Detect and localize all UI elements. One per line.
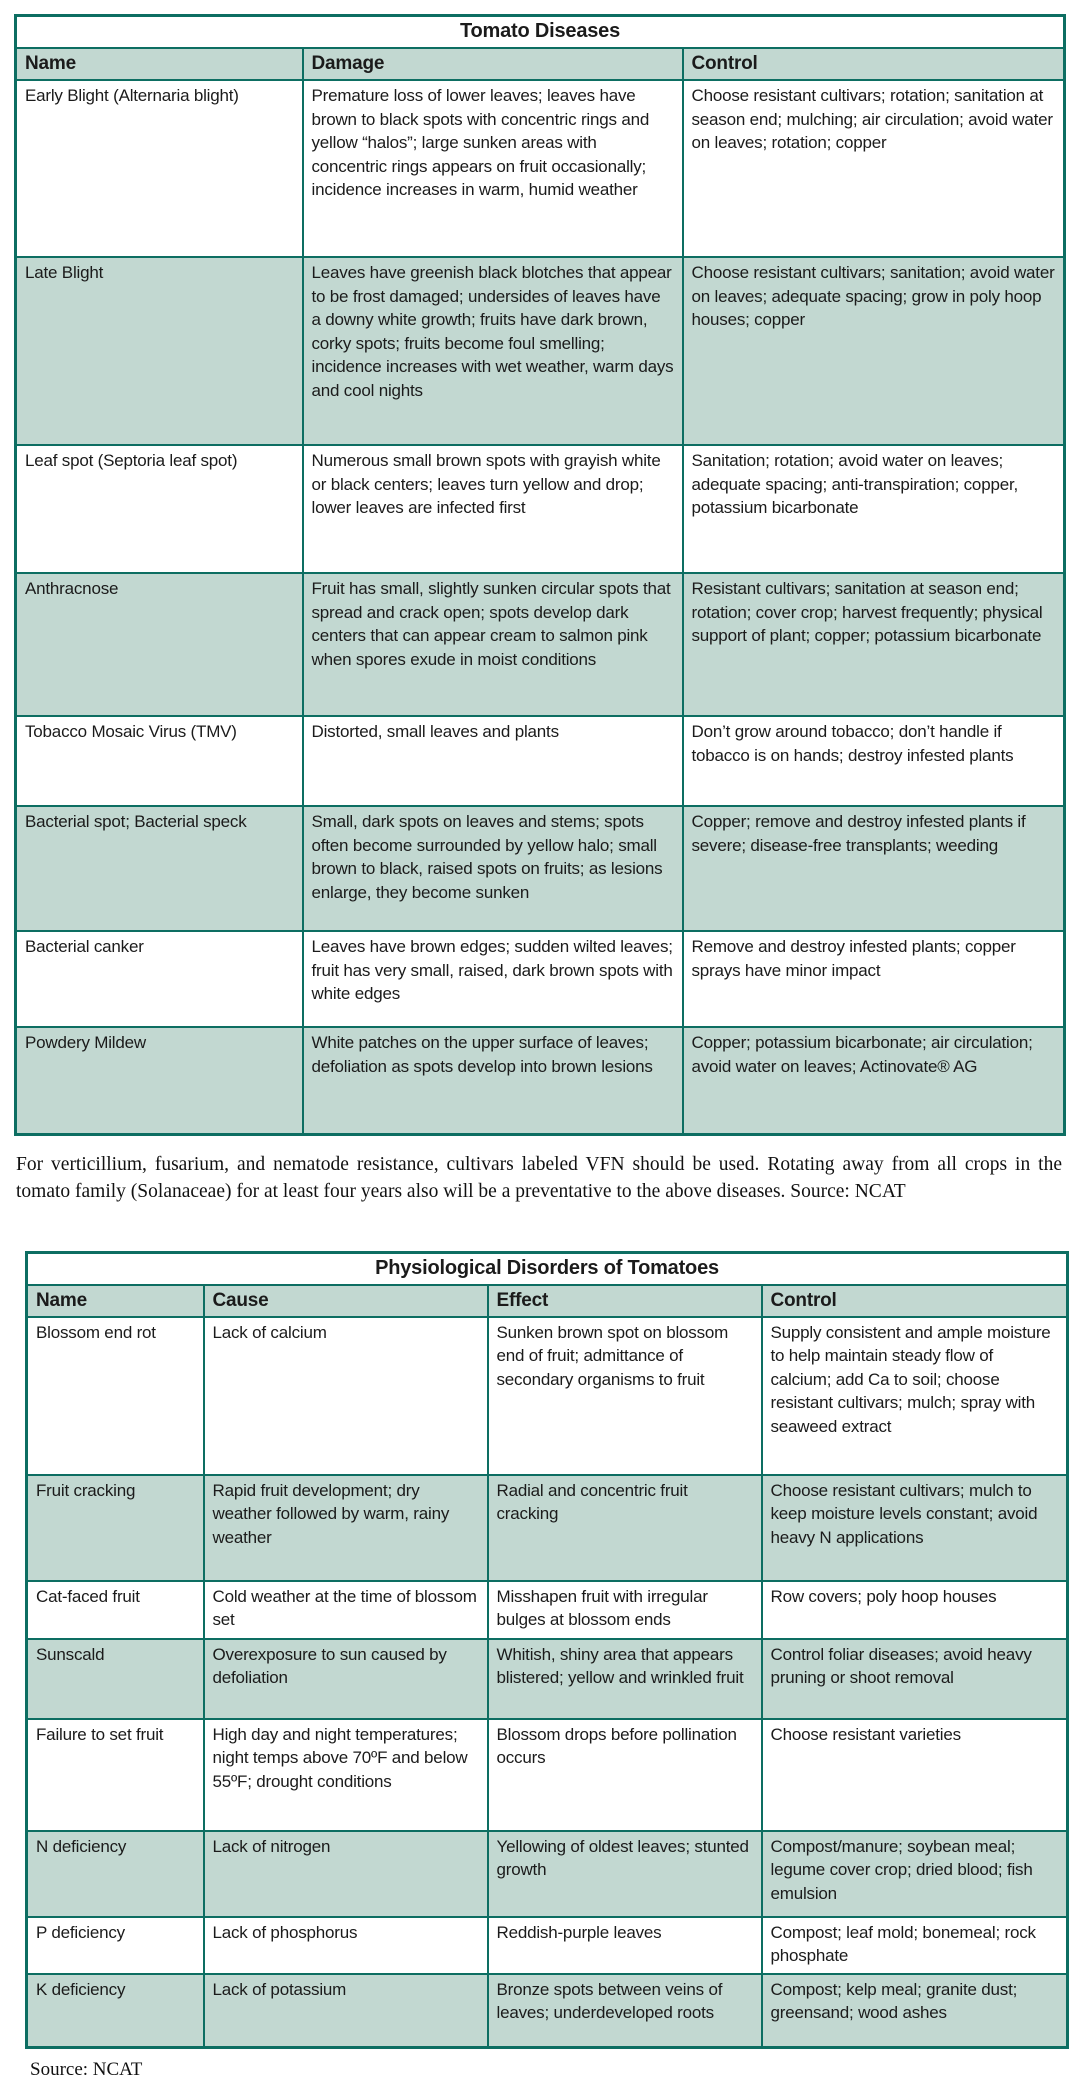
cell-control: Supply consistent and ample moisture to help maintain steady flow of calcium; add Ca to soil; choose resistant cultivars; mulch; spray with seaweed extract <box>762 1317 1068 1475</box>
cell-effect: Misshapen fruit with irregular bulges at blossom ends <box>488 1581 762 1639</box>
cell-damage: Fruit has small, slightly sunken circular spots that spread and crack open; spots develop dark centers that can appear cream to salmon pink when spores exude in moist conditions <box>303 573 683 716</box>
column-header-name: Name <box>16 48 303 80</box>
cell-name: Bacterial canker <box>16 931 303 1027</box>
cell-damage: Numerous small brown spots with grayish white or black centers; leaves turn yellow and drop; lower leaves are infected first <box>303 445 683 573</box>
table-row <box>27 1974 1068 2048</box>
cell-name: N deficiency <box>27 1831 204 1917</box>
diseases-footnote: For verticillium, fusarium, and nematode resistance, cultivars labeled VFN should be used. Rotating away from all crops in the tomato family (Solanaceae) for at least four years also will be a preventative to the above diseases. Source: NCAT <box>16 1153 1062 1202</box>
table-row <box>16 806 1065 931</box>
column-header-damage: Damage <box>303 48 683 80</box>
cell-damage: Premature loss of lower leaves; leaves have brown to black spots with concentric rings and yellow “halos”; large sunken areas with concentric rings appears on fruit occasionally; incidence increases in warm, humid weather <box>303 80 683 257</box>
cell-name: Anthracnose <box>16 573 303 716</box>
cell-name: Bacterial spot; Bacterial speck <box>16 806 303 931</box>
table-row <box>16 573 1065 716</box>
cell-name: Fruit cracking <box>27 1475 204 1581</box>
column-header-control: Control <box>762 1285 1068 1317</box>
cell-damage: Leaves have greenish black blotches that appear to be frost damaged; undersides of leaves have a downy white growth; fruits have dark brown, corky spots; fruits become foul smelling; incidence increases with wet weather, warm days and cool nights <box>303 257 683 445</box>
cell-damage: Small, dark spots on leaves and stems; spots often become surrounded by yellow halo; small brown to black, raised spots on fruits; as lesions enlarge, they become sunken <box>303 806 683 931</box>
cell-cause: Lack of calcium <box>204 1317 488 1475</box>
table-title: Physiological Disorders of Tomatoes <box>27 1252 1068 1285</box>
cell-cause: Cold weather at the time of blossom set <box>204 1581 488 1639</box>
cell-name: P deficiency <box>27 1917 204 1974</box>
table-row <box>27 1719 1068 1831</box>
cell-effect: Radial and concentric fruit cracking <box>488 1475 762 1581</box>
cell-control: Choose resistant cultivars; rotation; sanitation at season end; mulching; air circulation; avoid water on leaves; rotation; copper <box>683 80 1065 257</box>
table-row <box>16 931 1065 1027</box>
cell-control: Compost; leaf mold; bonemeal; rock phosphate <box>762 1917 1068 1974</box>
cell-damage: Leaves have brown edges; sudden wilted leaves; fruit has very small, raised, dark brown spots with white edges <box>303 931 683 1027</box>
table-title-row <box>27 1252 1068 1285</box>
physiological-disorders-table <box>25 1251 1069 2050</box>
cell-cause: Lack of phosphorus <box>204 1917 488 1974</box>
column-header-effect: Effect <box>488 1285 762 1317</box>
cell-control: Don’t grow around tobacco; don’t handle if tobacco is on hands; destroy infested plants <box>683 716 1065 806</box>
table-header-row <box>27 1285 1068 1317</box>
cell-name: Sunscald <box>27 1639 204 1719</box>
cell-control: Control foliar diseases; avoid heavy pruning or shoot removal <box>762 1639 1068 1719</box>
cell-control: Resistant cultivars; sanitation at season end; rotation; cover crop; harvest frequently; physical support of plant; copper; potassium bicarbonate <box>683 573 1065 716</box>
table-row <box>16 1027 1065 1134</box>
cell-name: Early Blight (Alternaria blight) <box>16 80 303 257</box>
cell-control: Copper; remove and destroy infested plants if severe; disease-free transplants; weeding <box>683 806 1065 931</box>
cell-effect: Whitish, shiny area that appears blistered; yellow and wrinkled fruit <box>488 1639 762 1719</box>
table-row <box>27 1581 1068 1639</box>
cell-control: Choose resistant varieties <box>762 1719 1068 1831</box>
cell-name: Powdery Mildew <box>16 1027 303 1134</box>
table-row <box>27 1917 1068 1974</box>
source-note: Source: NCAT <box>30 2059 143 2080</box>
table-row <box>16 80 1065 257</box>
cell-control: Compost/manure; soybean meal; legume cover crop; dried blood; fish emulsion <box>762 1831 1068 1917</box>
table-title-row <box>16 16 1065 49</box>
cell-damage: Distorted, small leaves and plants <box>303 716 683 806</box>
table-row <box>27 1639 1068 1719</box>
table-row <box>27 1475 1068 1581</box>
table-row <box>16 716 1065 806</box>
cell-name: Cat-faced fruit <box>27 1581 204 1639</box>
table-title: Tomato Diseases <box>16 16 1065 49</box>
cell-control: Remove and destroy infested plants; copper sprays have minor impact <box>683 931 1065 1027</box>
cell-control: Choose resistant cultivars; sanitation; avoid water on leaves; adequate spacing; grow in poly hoop houses; copper <box>683 257 1065 445</box>
tomato-diseases-table <box>14 14 1066 1136</box>
cell-control: Compost; kelp meal; granite dust; greensand; wood ashes <box>762 1974 1068 2048</box>
cell-name: Late Blight <box>16 257 303 445</box>
cell-cause: Overexposure to sun caused by defoliation <box>204 1639 488 1719</box>
cell-effect: Bronze spots between veins of leaves; underdeveloped roots <box>488 1974 762 2048</box>
cell-control: Row covers; poly hoop houses <box>762 1581 1068 1639</box>
cell-name: Blossom end rot <box>27 1317 204 1475</box>
cell-control: Copper; potassium bicarbonate; air circulation; avoid water on leaves; Actinovate® AG <box>683 1027 1065 1134</box>
cell-name: Tobacco Mosaic Virus (TMV) <box>16 716 303 806</box>
table-row <box>27 1831 1068 1917</box>
cell-effect: Reddish-purple leaves <box>488 1917 762 1974</box>
cell-effect: Sunken brown spot on blossom end of fruit; admittance of secondary organisms to fruit <box>488 1317 762 1475</box>
table-row <box>16 257 1065 445</box>
cell-control: Sanitation; rotation; avoid water on leaves; adequate spacing; anti-transpiration; copper, potassium bicarbonate <box>683 445 1065 573</box>
table-header-row <box>16 48 1065 80</box>
cell-effect: Blossom drops before pollination occurs <box>488 1719 762 1831</box>
table-row <box>16 445 1065 573</box>
column-header-control: Control <box>683 48 1065 80</box>
cell-name: K deficiency <box>27 1974 204 2048</box>
cell-name: Failure to set fruit <box>27 1719 204 1831</box>
cell-cause: High day and night temperatures; night temps above 70ºF and below 55ºF; drought conditions <box>204 1719 488 1831</box>
cell-cause: Rapid fruit development; dry weather followed by warm, rainy weather <box>204 1475 488 1581</box>
column-header-cause: Cause <box>204 1285 488 1317</box>
table-row <box>27 1317 1068 1475</box>
cell-cause: Lack of potassium <box>204 1974 488 2048</box>
cell-damage: White patches on the upper surface of leaves; defoliation as spots develop into brown lesions <box>303 1027 683 1134</box>
column-header-name: Name <box>27 1285 204 1317</box>
document-page <box>0 14 1076 2080</box>
cell-cause: Lack of nitrogen <box>204 1831 488 1917</box>
cell-effect: Yellowing of oldest leaves; stunted growth <box>488 1831 762 1917</box>
cell-name: Leaf spot (Septoria leaf spot) <box>16 445 303 573</box>
cell-control: Choose resistant cultivars; mulch to keep moisture levels constant; avoid heavy N applications <box>762 1475 1068 1581</box>
